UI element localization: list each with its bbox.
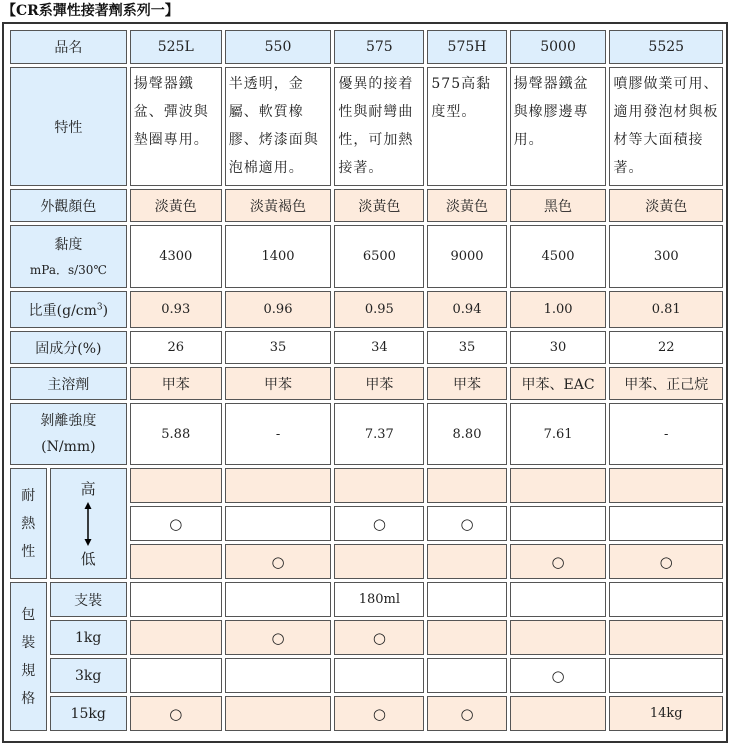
heat-cell bbox=[427, 468, 506, 503]
label-packaging bbox=[10, 582, 47, 731]
viscosity-cell: 300 bbox=[609, 225, 723, 288]
appearance-cell: 淡黃色 bbox=[427, 189, 506, 222]
viscosity-label: 黏度 bbox=[54, 236, 83, 253]
heat-cell bbox=[225, 468, 332, 503]
heat-cell bbox=[609, 468, 723, 503]
peel-cell: - bbox=[609, 403, 723, 465]
solids-cell: 22 bbox=[609, 331, 723, 364]
heat-cell: ○ bbox=[130, 506, 222, 541]
row-pack-tube bbox=[10, 582, 723, 617]
gravity-label: 比重(g/cm bbox=[28, 302, 97, 319]
viscosity-cell: 1400 bbox=[225, 225, 332, 288]
solids-cell: 34 bbox=[334, 331, 424, 364]
label-viscosity bbox=[10, 225, 127, 288]
gravity-cell: 0.93 bbox=[130, 291, 222, 328]
product-575: 575 bbox=[334, 30, 424, 64]
pack-cell bbox=[609, 658, 723, 693]
pack-cell: ○ bbox=[427, 696, 506, 731]
peel-cell: 7.37 bbox=[334, 403, 424, 465]
viscosity-cell: 4300 bbox=[130, 225, 222, 288]
peel-cell: 5.88 bbox=[130, 403, 222, 465]
heat-cell: ○ bbox=[225, 544, 332, 579]
row-pack-3kg bbox=[10, 658, 723, 693]
pack-cell bbox=[130, 620, 222, 655]
product-525L: 525L bbox=[130, 30, 222, 64]
gravity-cell: 0.94 bbox=[427, 291, 506, 328]
gravity-cell: 0.81 bbox=[609, 291, 723, 328]
peel-label: 剝離強度 bbox=[40, 413, 97, 429]
appearance-cell: 淡黃色 bbox=[130, 189, 222, 222]
solvent-cell: 甲苯 bbox=[334, 367, 424, 400]
heat-cell bbox=[510, 506, 607, 541]
row-solvent bbox=[10, 367, 723, 400]
product-5525: 5525 bbox=[609, 30, 723, 64]
pack-cell bbox=[225, 696, 332, 731]
feature-cell: 575高黏度型。 bbox=[427, 67, 506, 186]
pack-cell bbox=[510, 696, 607, 731]
gravity-cell: 0.96 bbox=[225, 291, 332, 328]
double-arrow-icon bbox=[82, 502, 94, 546]
viscosity-cell: 9000 bbox=[427, 225, 506, 288]
pack-cell bbox=[427, 582, 506, 617]
heat-arrow-wrap bbox=[51, 502, 126, 546]
solvent-cell: 甲苯 bbox=[427, 367, 506, 400]
spec-table-frame bbox=[2, 22, 728, 743]
appearance-cell: 淡黃色 bbox=[609, 189, 723, 222]
pack-cell bbox=[427, 658, 506, 693]
heat-char: 性 bbox=[21, 543, 36, 560]
product-550: 550 bbox=[225, 30, 332, 64]
heat-scale bbox=[50, 468, 127, 579]
solvent-cell: 甲苯 bbox=[130, 367, 222, 400]
product-575H: 575H bbox=[427, 30, 506, 64]
heat-cell bbox=[510, 468, 607, 503]
gravity-label-end: ) bbox=[102, 302, 109, 319]
feature-cell: 揚聲器鐵盆與橡膠邊專用。 bbox=[510, 67, 607, 186]
pack-cell bbox=[609, 582, 723, 617]
heat-char: 耐 bbox=[21, 487, 36, 504]
label-solids: 固成分(%) bbox=[10, 331, 127, 364]
pack-cell: 14kg bbox=[609, 696, 723, 731]
peel-unit: (N/mm) bbox=[41, 439, 96, 455]
heat-high-label: 高 bbox=[80, 479, 96, 498]
row-appearance bbox=[10, 189, 723, 222]
row-viscosity bbox=[10, 225, 723, 288]
heat-cell: ○ bbox=[510, 544, 607, 579]
solids-cell: 35 bbox=[427, 331, 506, 364]
pack-cell bbox=[427, 620, 506, 655]
pack-label: 支裝 bbox=[50, 582, 127, 617]
heat-cell bbox=[130, 544, 222, 579]
solvent-cell: 甲苯、正己烷 bbox=[609, 367, 723, 400]
heat-cell bbox=[427, 544, 506, 579]
row-peel bbox=[10, 403, 723, 465]
appearance-cell: 黑色 bbox=[510, 189, 607, 222]
heat-cell bbox=[334, 468, 424, 503]
solids-cell: 30 bbox=[510, 331, 607, 364]
heat-cell: ○ bbox=[609, 544, 723, 579]
heat-cell: ○ bbox=[427, 506, 506, 541]
pack-cell: ○ bbox=[334, 620, 424, 655]
pack-cell: ○ bbox=[225, 620, 332, 655]
viscosity-cell: 4500 bbox=[510, 225, 607, 288]
pack-cell: 180ml bbox=[334, 582, 424, 617]
label-gravity bbox=[10, 291, 127, 328]
peel-cell: - bbox=[225, 403, 332, 465]
gravity-cell: 0.95 bbox=[334, 291, 424, 328]
heat-cell bbox=[609, 506, 723, 541]
heat-cell: ○ bbox=[334, 506, 424, 541]
pack-cell bbox=[510, 620, 607, 655]
pack-cell bbox=[130, 658, 222, 693]
label-appearance: 外觀顏色 bbox=[10, 189, 127, 222]
appearance-cell: 淡黃褐色 bbox=[225, 189, 332, 222]
label-features: 特性 bbox=[10, 67, 127, 186]
heat-cell bbox=[130, 468, 222, 503]
solids-cell: 35 bbox=[225, 331, 332, 364]
pack-char: 規 bbox=[21, 662, 36, 679]
feature-cell: 揚聲器鐵盆、彈波與墊圈專用。 bbox=[130, 67, 222, 186]
feature-cell: 優異的接着性與耐彎曲性，可加熱接著。 bbox=[334, 67, 424, 186]
heat-low-label: 低 bbox=[80, 549, 96, 568]
pack-cell bbox=[130, 582, 222, 617]
pack-cell: ○ bbox=[510, 658, 607, 693]
pack-char: 格 bbox=[21, 690, 36, 707]
feature-cell: 噴膠做業可用、適用發泡材與板材等大面積接著。 bbox=[609, 67, 723, 186]
solvent-cell: 甲苯、EAC bbox=[510, 367, 607, 400]
pack-cell: ○ bbox=[130, 696, 222, 731]
pack-cell bbox=[334, 658, 424, 693]
label-product-name: 品名 bbox=[10, 30, 127, 64]
label-peel bbox=[10, 403, 127, 465]
row-gravity bbox=[10, 291, 723, 328]
row-heat-high bbox=[10, 468, 723, 503]
solvent-cell: 甲苯 bbox=[225, 367, 332, 400]
gravity-cell: 1.00 bbox=[510, 291, 607, 328]
pack-label: 3kg bbox=[50, 658, 127, 693]
feature-cell: 半透明，金屬、軟質橡膠、烤漆面與泡棉適用。 bbox=[225, 67, 332, 186]
viscosity-cell: 6500 bbox=[334, 225, 424, 288]
pack-char: 包 bbox=[21, 606, 36, 623]
spec-table bbox=[7, 27, 726, 734]
pack-char: 裝 bbox=[21, 634, 36, 651]
heat-cell bbox=[334, 544, 424, 579]
pack-cell bbox=[225, 582, 332, 617]
row-pack-15kg bbox=[10, 696, 723, 731]
viscosity-unit: mPa．s/30℃ bbox=[29, 262, 107, 277]
pack-cell bbox=[225, 658, 332, 693]
heat-cell bbox=[225, 506, 332, 541]
pack-cell bbox=[510, 582, 607, 617]
solids-cell: 26 bbox=[130, 331, 222, 364]
peel-cell: 7.61 bbox=[510, 403, 607, 465]
label-heat bbox=[10, 468, 47, 579]
pack-cell: ○ bbox=[334, 696, 424, 731]
appearance-cell: 淡黃色 bbox=[334, 189, 424, 222]
pack-label: 1kg bbox=[50, 620, 127, 655]
row-pack-1kg bbox=[10, 620, 723, 655]
product-5000: 5000 bbox=[510, 30, 607, 64]
heat-char: 熱 bbox=[21, 515, 36, 532]
row-features bbox=[10, 67, 723, 186]
label-solvent: 主溶劑 bbox=[10, 367, 127, 400]
row-product-name bbox=[10, 30, 723, 64]
row-solids bbox=[10, 331, 723, 364]
pack-label: 15kg bbox=[50, 696, 127, 731]
gravity-label-sup: 3 bbox=[96, 301, 103, 312]
page-title: 【CR系彈性接著劑系列一】 bbox=[2, 3, 179, 19]
pack-cell bbox=[609, 620, 723, 655]
peel-cell: 8.80 bbox=[427, 403, 506, 465]
